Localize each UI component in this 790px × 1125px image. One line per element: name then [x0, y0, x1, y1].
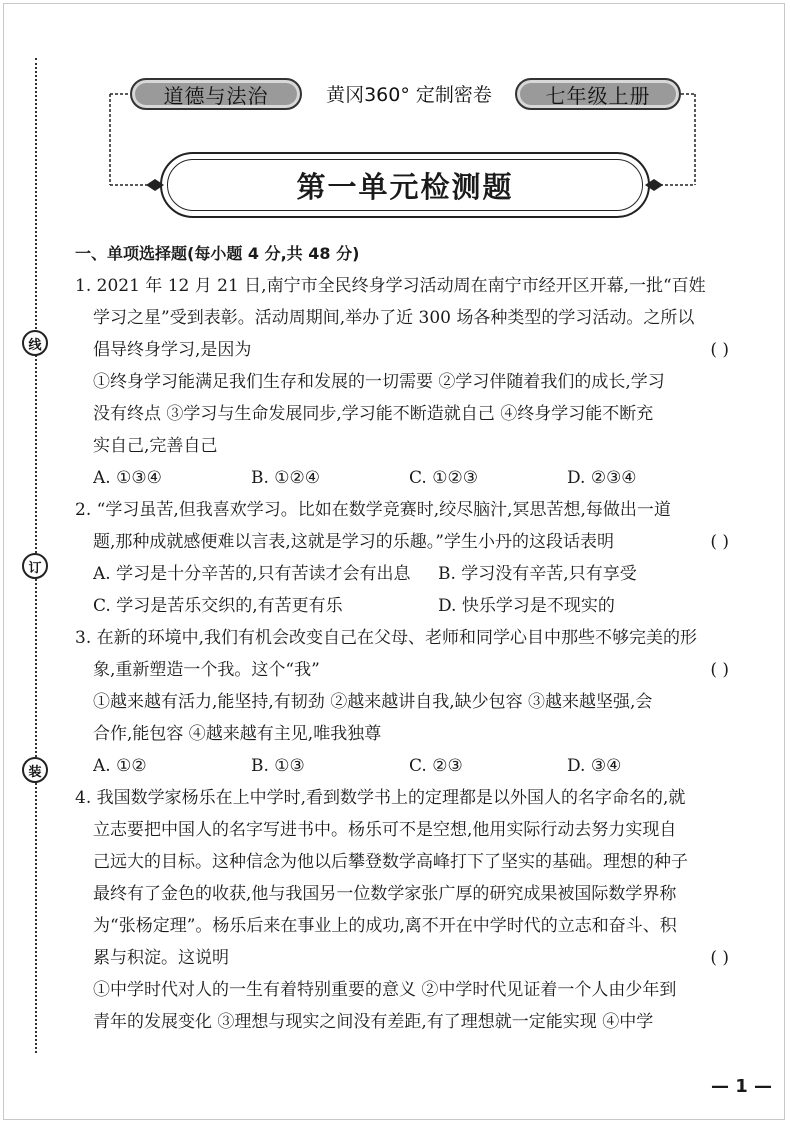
question-text-line: 最终有了金色的收获,他与我国另一位数学家张广厚的研究成果被国际数学界称 [93, 884, 677, 904]
question-text-line: ①中学时代对人的一生有着特别重要的意义 ②中学时代见证着一个人由少年到 [93, 980, 677, 1000]
question-text-line: 立志要把中国人的名字写进书中。杨乐可不是空想,他用实际行动去努力实现自 [93, 820, 677, 840]
question-text: 题,那种成就感便难以言表,这就是学习的乐趣。”学生小丹的这段话表明 [93, 532, 614, 552]
question-3 [75, 622, 737, 782]
option-row [75, 462, 737, 494]
subject-badge: 道德与法治 [130, 78, 302, 110]
option-a: A. ①③④ [93, 468, 162, 488]
option-b: B. ①②④ [251, 468, 321, 488]
question-text-line: ①终身学习能满足我们生存和发展的一切需要 ②学习伴随着我们的成长,学习 [93, 372, 665, 392]
option-b: B. ①③ [251, 756, 305, 776]
option-d: D. ②③④ [567, 468, 637, 488]
option-row [75, 558, 737, 590]
exam-header [105, 70, 700, 230]
question-text-line: 己远大的目标。这种信念为他以后攀登数学高峰打下了坚实的基础。理想的种子 [93, 852, 688, 872]
question-text-line: 合作,能包容 ④越来越有主见,唯我独尊 [93, 724, 382, 744]
question-text: 累与积淀。这说明 [93, 948, 229, 968]
unit-title: 第一单元检测题 [296, 169, 514, 204]
question-text-line [75, 654, 737, 686]
series-title: 黄冈360° 定制密卷 [326, 84, 492, 106]
grade-badge: 七年级上册 [515, 78, 681, 110]
option-a: A. ①② [93, 756, 147, 776]
option-c: C. ②③ [409, 756, 463, 776]
option-c: C. 学习是苦乐交织的,有苦更有乐 [93, 596, 343, 616]
question-text-line: 实自己,完善自己 [93, 436, 218, 456]
option-a: A. 学习是十分辛苦的,只有苦读才会有出息 [93, 564, 411, 584]
question-text-line [75, 942, 737, 974]
question-text-line: 3. 在新的环境中,我们有机会改变自己在父母、老师和同学心目中那些不够完美的形 [75, 628, 698, 648]
binding-mark-bind: 装 [22, 757, 48, 783]
option-b: B. 学习没有辛苦,只有享受 [438, 564, 637, 584]
question-4 [75, 782, 737, 1038]
binding-mark-line: 线 [22, 330, 48, 356]
question-1 [75, 270, 737, 494]
answer-blank: ( ) [710, 948, 729, 968]
exam-content [75, 240, 737, 1038]
question-text-line: 4. 我国数学家杨乐在上中学时,看到数学书上的定理都是以外国人的名字命名的,就 [75, 788, 686, 808]
option-row [75, 590, 737, 622]
option-d: D. 快乐学习是不现实的 [438, 596, 615, 616]
question-text-line: 青年的发展变化 ③理想与现实之间没有差距,有了理想就一定能实现 ④中学 [93, 1012, 654, 1032]
option-row [75, 750, 737, 782]
question-text-line: 没有终点 ③学习与生命发展同步,学习能不断造就自己 ④终身学习能不断充 [93, 404, 654, 424]
question-text: 象,重新塑造一个我。这个“我” [93, 660, 320, 680]
question-text: 倡导终身学习,是因为 [93, 340, 252, 360]
question-text-line: 为“张杨定理”。杨乐后来在事业上的成功,离不开在中学时代的立志和奋斗、积 [93, 916, 677, 936]
answer-blank: ( ) [710, 532, 729, 552]
question-2 [75, 494, 737, 622]
question-text-line [75, 526, 737, 558]
unit-title-box [160, 152, 650, 218]
question-text-line: 2. “学习虽苦,但我喜欢学习。比如在数学竞赛时,绞尽脑汁,冥思苦想,每做出一道 [75, 500, 671, 520]
question-text-line: 1. 2021 年 12 月 21 日,南宁市全民终身学习活动周在南宁市经开区开幕,一批“百姓 [75, 276, 706, 296]
page-number: — 1 — [710, 1076, 772, 1097]
binding-mark-order: 订 [22, 553, 48, 579]
question-text-line: 学习之星”受到表彰。活动周期间,举办了近 300 场各种类型的学习活动。之所以 [93, 308, 695, 328]
answer-blank: ( ) [710, 660, 729, 680]
question-text-line: ①越来越有活力,能坚持,有韧劲 ②越来越讲自我,缺少包容 ③越来越坚强,会 [93, 692, 653, 712]
section-heading: 一、单项选择题(每小题 4 分,共 48 分) [75, 244, 360, 263]
option-d: D. ③④ [567, 756, 622, 776]
option-c: C. ①②③ [409, 468, 478, 488]
answer-blank: ( ) [710, 340, 729, 360]
question-text-line [75, 334, 737, 366]
